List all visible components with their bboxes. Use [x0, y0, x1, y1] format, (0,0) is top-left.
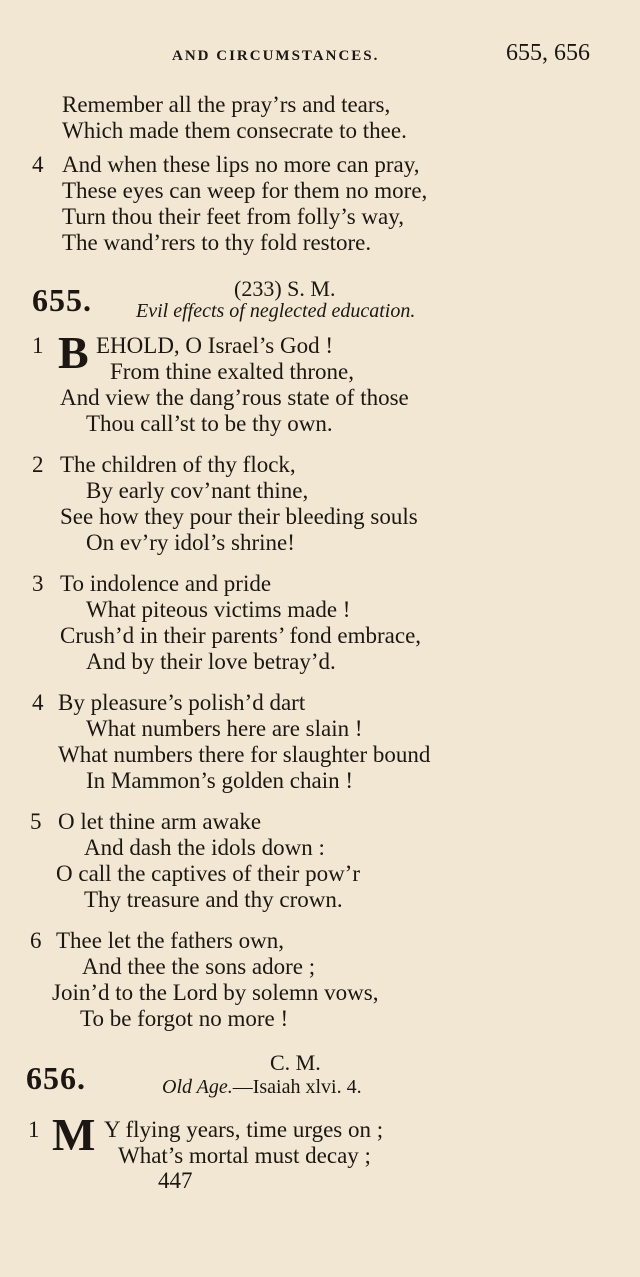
verse-number: 4	[32, 152, 44, 177]
hymn-title: Evil effects of neglected education.	[136, 300, 416, 322]
verse-line: Join’d to the Lord by solemn vows,	[52, 980, 379, 1005]
continuation-line: Remember all the pray’rs and tears,	[62, 92, 391, 117]
hymn-title-reference: —Isaiah xlvi. 4.	[232, 1076, 362, 1098]
verse-line: By early cov’nant thine,	[86, 478, 309, 503]
verse-line: And view the dang’rous state of those	[60, 385, 409, 410]
drop-cap: B	[58, 327, 89, 378]
hymn-meter: C. M.	[270, 1050, 321, 1075]
verse-line: In Mammon’s golden chain !	[86, 768, 354, 793]
verse-number: 5	[30, 809, 42, 834]
hymn-number: 655.	[32, 282, 92, 318]
verse-line: And when these lips no more can pray,	[62, 152, 420, 177]
verse-line: What numbers there for slaughter bound	[58, 742, 431, 767]
verse-line: What numbers here are slain !	[86, 716, 363, 741]
verse-line: By pleasure’s polish’d dart	[58, 690, 306, 715]
verse-number: 1	[28, 1117, 40, 1142]
hymn-title-italic: Old Age.	[162, 1076, 233, 1098]
verse-number: 1	[32, 333, 44, 358]
continuation-line: Which made them consecrate to thee.	[62, 118, 407, 143]
verse-line: To indolence and pride	[60, 571, 272, 596]
page-numbers: 655, 656	[506, 40, 590, 66]
verse-number: 3	[32, 571, 44, 596]
running-title: AND CIRCUMSTANCES.	[172, 48, 380, 64]
verse-line: Thou call’st to be thy own.	[86, 411, 333, 436]
page-folio: 447	[158, 1168, 193, 1193]
verse-line: Turn thou their feet from folly’s way,	[62, 204, 404, 229]
verse-line: These eyes can weep for them no more,	[62, 178, 428, 203]
verse-line: The children of thy flock,	[60, 452, 296, 477]
hymn-tune-meter: (233) S. M.	[234, 276, 336, 301]
verse-line: On ev’ry idol’s shrine!	[86, 530, 295, 555]
verse-line: See how they pour their bleeding souls	[60, 504, 418, 529]
verse-line: And dash the idols down :	[84, 835, 325, 860]
drop-cap: M	[52, 1109, 96, 1160]
verse-line: O let thine arm awake	[58, 809, 262, 834]
verse-line: To be forgot no more !	[80, 1006, 289, 1031]
verse-line: Thy treasure and thy crown.	[84, 887, 343, 912]
verse-line: O call the captives of their pow’r	[56, 861, 360, 886]
verse-number: 4	[32, 690, 44, 715]
verse-line: Crush’d in their parents’ fond embrace,	[60, 623, 422, 648]
verse-number: 2	[32, 452, 44, 477]
verse-line: What’s mortal must decay ;	[118, 1143, 371, 1168]
verse-line: And by their love betray’d.	[86, 649, 336, 674]
verse-line: The wand’rers to thy fold restore.	[62, 230, 372, 255]
verse-line: And thee the sons adore ;	[82, 954, 316, 979]
hymn-number: 656.	[26, 1060, 86, 1096]
verse-line: Thee let the fathers own,	[56, 928, 284, 953]
verse-line: EHOLD, O Israel’s God !	[96, 333, 333, 358]
verse-line: Y flying years, time urges on ;	[104, 1117, 384, 1142]
verse-line: What piteous victims made !	[86, 597, 351, 622]
verse-number: 6	[30, 928, 42, 953]
verse-line: From thine exalted throne,	[110, 359, 354, 384]
hymn-title	[162, 1076, 362, 1099]
